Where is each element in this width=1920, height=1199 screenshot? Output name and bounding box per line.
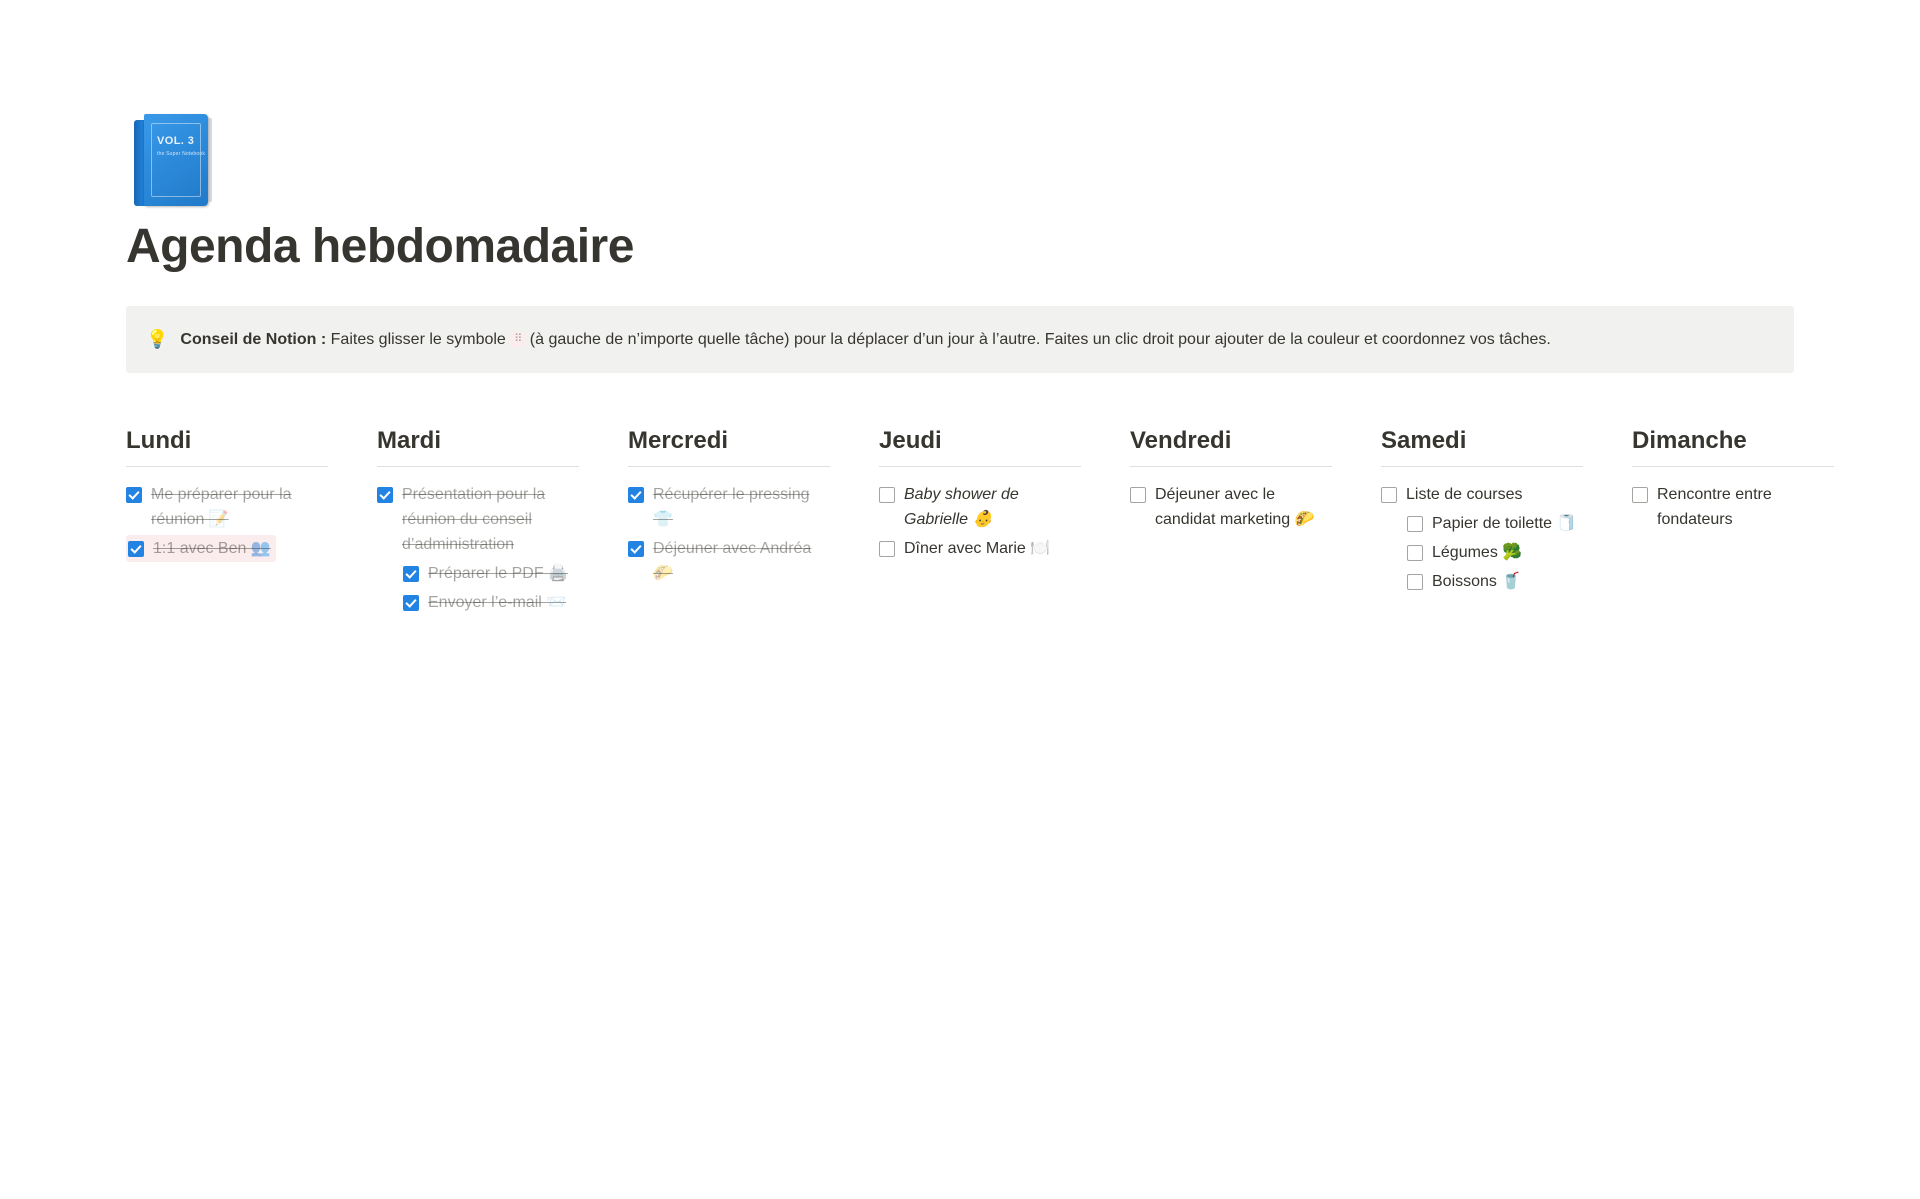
day-column-mercredi — [628, 425, 830, 589]
day-column-lundi — [126, 425, 328, 564]
day-column-samedi — [1381, 425, 1583, 597]
day-column-dimanche — [1632, 425, 1834, 535]
checkbox-unchecked-icon[interactable] — [1381, 487, 1397, 503]
checkbox-unchecked-icon[interactable] — [1130, 487, 1146, 503]
todo-row — [377, 589, 579, 616]
callout-tip — [126, 306, 1794, 373]
light-bulb-icon: 💡 — [146, 328, 169, 349]
todo-item[interactable] — [1130, 481, 1332, 533]
todo-row — [1130, 481, 1332, 533]
todo-row — [1381, 568, 1583, 595]
callout-label: Conseil de Notion : — [180, 330, 327, 348]
checkbox-checked-icon[interactable] — [128, 541, 144, 557]
day-heading[interactable]: Samedi — [1381, 425, 1583, 467]
checkbox-unchecked-icon[interactable] — [1407, 545, 1423, 561]
todo-item[interactable] — [1407, 510, 1583, 537]
todo-row — [628, 535, 830, 587]
book-subtitle-label: the Super Notebook — [157, 151, 206, 157]
checkbox-checked-icon[interactable] — [377, 487, 393, 503]
page-content — [126, 0, 1794, 618]
todo-label: Récupérer le pressing 👕 — [653, 485, 810, 528]
todo-label: Présentation pour la réunion du conseil d’administration — [402, 485, 546, 553]
todo-item[interactable] — [879, 481, 1081, 533]
day-column-jeudi — [879, 425, 1081, 564]
todo-label: Boissons 🥤 — [1432, 572, 1522, 590]
todo-item[interactable] — [403, 589, 579, 616]
drag-handle-icon[interactable]: ⠿ — [510, 332, 525, 347]
todo-row — [1381, 481, 1583, 508]
todo-row — [126, 481, 328, 533]
todo-label: Baby shower de Gabrielle 👶 — [904, 485, 1019, 528]
checkbox-checked-icon[interactable] — [628, 487, 644, 503]
todo-row — [126, 535, 328, 564]
todo-label: Préparer le PDF 🖨️ — [428, 564, 568, 582]
todo-row — [377, 481, 579, 558]
todo-row — [1381, 539, 1583, 566]
todo-label: 1:1 avec Ben 👥 — [153, 539, 271, 557]
day-heading[interactable]: Lundi — [126, 425, 328, 467]
page-title[interactable]: Agenda hebdomadaire — [126, 220, 634, 273]
checkbox-unchecked-icon[interactable] — [879, 541, 895, 557]
todo-item[interactable] — [1407, 568, 1583, 595]
day-heading[interactable]: Vendredi — [1130, 425, 1332, 467]
todo-row — [1381, 510, 1583, 537]
callout-text — [180, 326, 1550, 353]
week-columns — [126, 425, 1794, 618]
checkbox-unchecked-icon[interactable] — [1632, 487, 1648, 503]
todo-row — [1632, 481, 1834, 533]
todo-item[interactable] — [1381, 481, 1583, 508]
blue-book-icon[interactable] — [126, 110, 218, 202]
todo-label: Déjeuner avec Andréa 🌮 — [653, 539, 812, 582]
todo-label: Rencontre entre fondateurs — [1657, 485, 1772, 528]
checkbox-unchecked-icon[interactable] — [879, 487, 895, 503]
todo-item[interactable] — [628, 481, 830, 533]
todo-item[interactable] — [403, 560, 579, 587]
book-volume-label: VOL. 3 — [157, 135, 195, 147]
todo-item[interactable] — [126, 535, 276, 562]
todo-row — [879, 535, 1081, 562]
checkbox-checked-icon[interactable] — [628, 541, 644, 557]
todo-label: Liste de courses — [1406, 485, 1523, 503]
checkbox-unchecked-icon[interactable] — [1407, 516, 1423, 532]
checkbox-checked-icon[interactable] — [403, 595, 419, 611]
checkbox-unchecked-icon[interactable] — [1407, 574, 1423, 590]
todo-label: Dîner avec Marie 🍽️ — [904, 539, 1051, 557]
todo-label: Papier de toilette 🧻 — [1432, 514, 1577, 532]
todo-item[interactable] — [1407, 539, 1583, 566]
callout-text-after: (à gauche de n’importe quelle tâche) pour la déplacer d’un jour à l’autre. Faites un clic droit pour ajouter de la couleur et coordonnez vos tâches. — [525, 330, 1551, 348]
day-heading[interactable]: Dimanche — [1632, 425, 1834, 467]
day-heading[interactable]: Mercredi — [628, 425, 830, 467]
todo-item[interactable] — [1632, 481, 1834, 533]
todo-item[interactable] — [628, 535, 830, 587]
todo-row — [879, 481, 1081, 533]
callout-text-before: Faites glisser le symbole — [326, 330, 511, 348]
checkbox-checked-icon[interactable] — [126, 487, 142, 503]
book-graphic — [134, 114, 208, 206]
day-column-vendredi — [1130, 425, 1332, 535]
day-heading[interactable]: Mardi — [377, 425, 579, 467]
day-column-mardi — [377, 425, 579, 618]
todo-label: Me préparer pour la réunion 📝 — [151, 485, 292, 528]
todo-label: Envoyer l’e-mail 📨 — [428, 593, 567, 611]
todo-row — [628, 481, 830, 533]
todo-row — [377, 560, 579, 587]
todo-label: Légumes 🥦 — [1432, 543, 1523, 561]
book-cover — [144, 114, 208, 206]
checkbox-checked-icon[interactable] — [403, 566, 419, 582]
todo-label: Déjeuner avec le candidat marketing 🌮 — [1155, 485, 1315, 528]
todo-item[interactable] — [126, 481, 328, 533]
day-heading[interactable]: Jeudi — [879, 425, 1081, 467]
todo-item[interactable] — [377, 481, 579, 558]
todo-item[interactable] — [879, 535, 1081, 562]
